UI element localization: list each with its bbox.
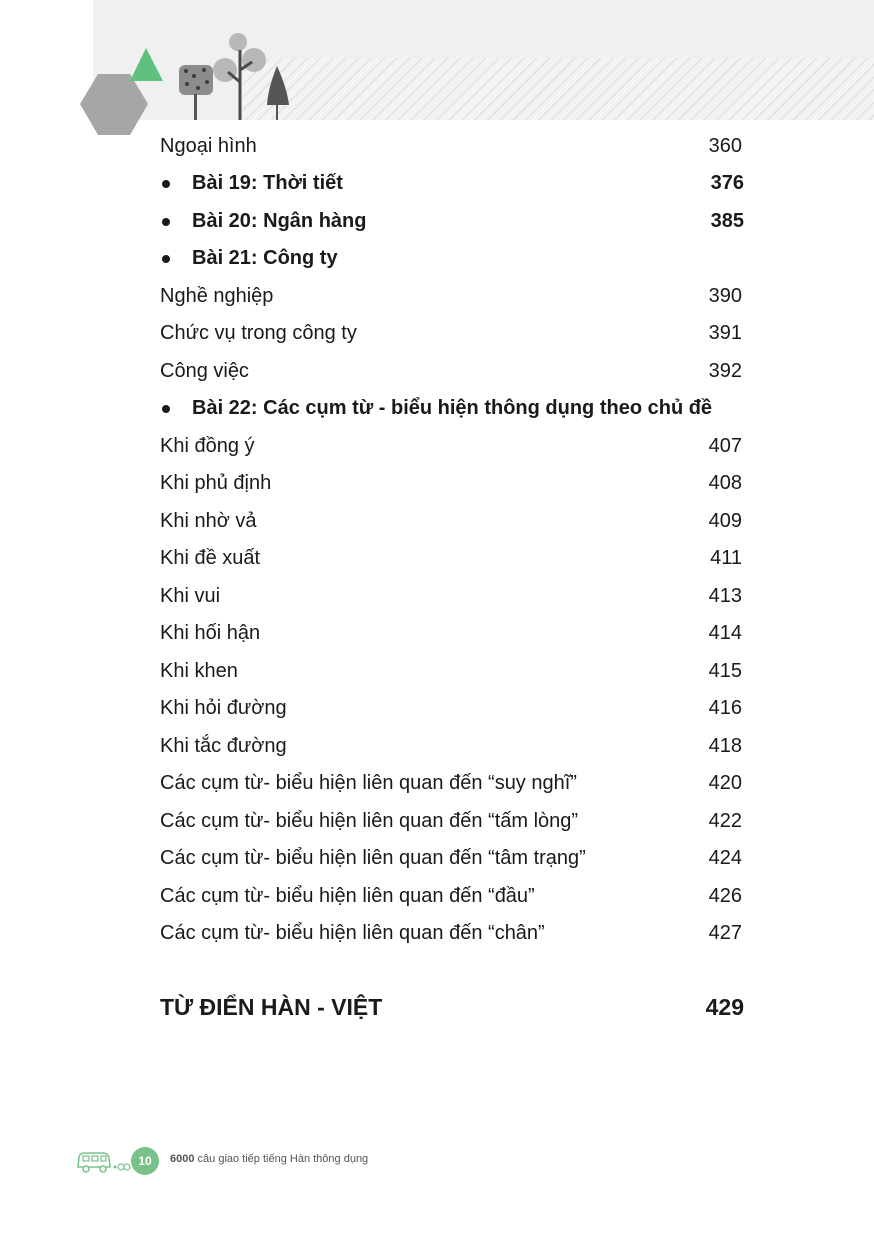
toc-entry-page: 424 — [708, 847, 742, 869]
toc-entry-title: Khi khen — [160, 660, 238, 682]
toc-entry-title: Các cụm từ- biểu hiện liên quan đến “chân” — [160, 922, 545, 944]
toc-entry-title: Khi nhờ vả — [160, 510, 257, 532]
toc-lesson-page: 385 — [710, 210, 744, 232]
toc-entry-page: 415 — [708, 660, 742, 682]
toc-entry — [160, 843, 750, 873]
toc-entry — [160, 581, 750, 611]
bullet-icon — [162, 255, 170, 263]
toc-entry-page: 414 — [708, 622, 742, 644]
toc-entry-title: Khi hỏi đường — [160, 697, 287, 719]
toc-entry-title: Khi vui — [160, 585, 221, 607]
toc-entry — [160, 618, 750, 648]
toc-entry-page: 420 — [708, 772, 742, 794]
tree-dotted-icon — [179, 65, 213, 120]
toc-entry-page: 390 — [708, 285, 742, 307]
toc-entry-page: 408 — [708, 472, 742, 494]
book-title-number: 6000 — [170, 1153, 195, 1165]
toc-entry-title: Khi đề xuất — [160, 547, 261, 569]
toc-entry-title: Khi phủ định — [160, 472, 272, 494]
toc-entry-page: 407 — [708, 435, 742, 457]
toc-entry-page: 413 — [708, 585, 742, 607]
bullet-icon — [162, 180, 170, 188]
toc-entry-title: Các cụm từ- biểu hiện liên quan đến “tấm lòng” — [160, 810, 579, 832]
toc-entry-page: 427 — [708, 922, 742, 944]
toc-lesson-title: Bài 21: Công ty — [192, 247, 338, 269]
tree-pine-icon — [267, 66, 289, 120]
toc-entry — [160, 768, 750, 798]
toc-entry-page: 422 — [708, 810, 742, 832]
toc-entry — [160, 431, 750, 461]
toc-entry — [160, 468, 750, 498]
toc-entry-title: Nghề nghiệp — [160, 285, 274, 307]
toc-entry-page: 426 — [708, 885, 742, 907]
toc-section-entry — [160, 992, 750, 1022]
book-title — [170, 1153, 368, 1165]
toc-entry-page: 418 — [708, 735, 742, 757]
toc-entry-page: 392 — [708, 360, 742, 382]
toc-entry — [160, 656, 750, 686]
toc-entry — [160, 918, 750, 948]
toc-entry — [160, 806, 750, 836]
toc-entry — [160, 543, 750, 573]
toc-entry-title: Chức vụ trong công ty — [160, 322, 357, 344]
toc-entry-title: Khi đồng ý — [160, 435, 255, 457]
toc-lesson-title: Bài 19: Thời tiết — [192, 172, 343, 194]
toc-lesson-entry — [160, 168, 750, 198]
toc-entry — [160, 281, 750, 311]
bullet-icon — [162, 405, 170, 413]
tree-round-icon — [213, 33, 266, 120]
toc-entry-title: Các cụm từ- biểu hiện liên quan đến “tâm trạng” — [160, 847, 586, 869]
toc-entry — [160, 881, 750, 911]
toc-entry-page: 416 — [708, 697, 742, 719]
gray-hexagon-shape — [80, 74, 148, 135]
page-footer — [76, 1146, 496, 1176]
green-triangle-shape — [130, 48, 163, 81]
page-number: 10 — [131, 1147, 159, 1175]
toc-entry-title: Các cụm từ- biểu hiện liên quan đến “suy nghĩ” — [160, 772, 577, 794]
toc-entry-page: 391 — [708, 322, 742, 344]
toc-entry-title: Khi tắc đường — [160, 735, 287, 757]
toc-entry-page: 411 — [710, 547, 742, 569]
toc-lesson-entry — [160, 206, 750, 236]
toc-entry-title: Các cụm từ- biểu hiện liên quan đến “đầu” — [160, 885, 535, 907]
bullet-icon — [162, 218, 170, 226]
toc-lesson-entry — [160, 393, 750, 423]
toc-entry — [160, 131, 750, 161]
toc-section-page: 429 — [705, 994, 744, 1020]
header-stripes — [243, 58, 874, 120]
toc-entry — [160, 356, 750, 386]
toc-entry-title: Khi hối hận — [160, 622, 261, 644]
toc-lesson-page: 376 — [710, 172, 744, 194]
toc-entry-title: Ngoại hình — [160, 135, 257, 157]
toc-entry-title: Công việc — [160, 360, 249, 382]
header-decoration — [70, 20, 310, 145]
toc-lesson-entry — [160, 243, 750, 273]
toc-entry — [160, 731, 750, 761]
toc-lesson-title: Bài 20: Ngân hàng — [192, 210, 367, 232]
bus-icon — [76, 1149, 132, 1175]
toc-entry — [160, 318, 750, 348]
toc-entry-page: 360 — [708, 135, 742, 157]
toc-lesson-title: Bài 22: Các cụm từ - biểu hiện thông dụng theo chủ đề — [192, 397, 713, 419]
toc-entry-page: 409 — [708, 510, 742, 532]
toc-entry — [160, 693, 750, 723]
toc-section-title: TỪ ĐIỂN HÀN - VIỆT — [160, 994, 383, 1020]
book-title-text: câu giao tiếp tiếng Hàn thông dụng — [194, 1153, 369, 1165]
toc-entry — [160, 506, 750, 536]
